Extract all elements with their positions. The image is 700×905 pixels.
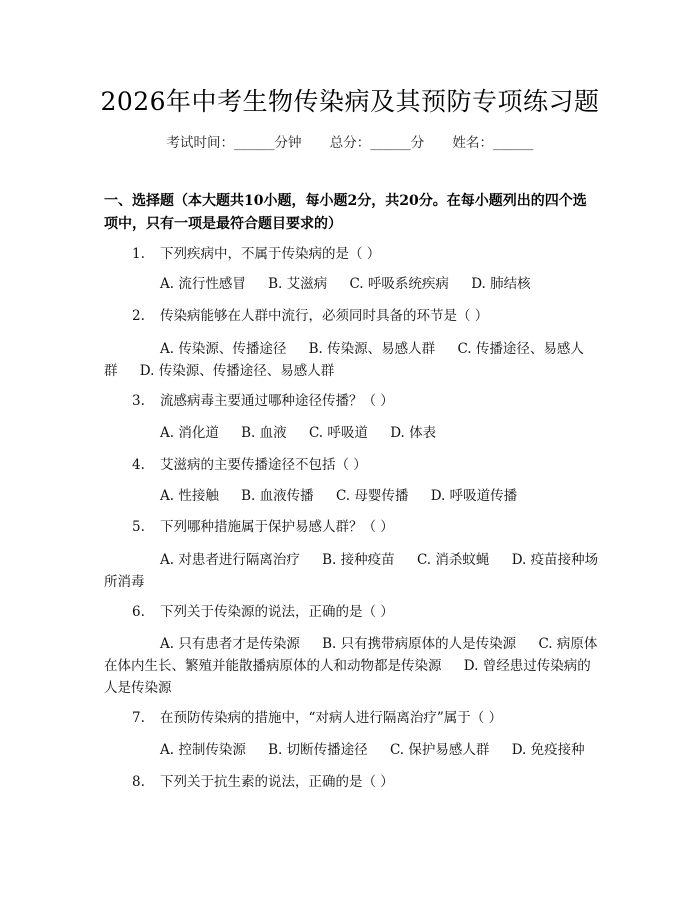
option-b: B. 只有携带病原体的人是传染源	[322, 636, 517, 652]
question-2-options	[104, 338, 600, 382]
question-6	[104, 601, 600, 623]
question-number: 1.	[132, 246, 145, 262]
question-text: 传染病能够在人群中流行，必须同时具备的环节是（ ）	[160, 308, 489, 324]
option-d: D. 免疫接种	[511, 742, 585, 758]
question-text: 下列哪种措施属于保护易感人群？（ ）	[160, 519, 394, 535]
question-4	[104, 454, 600, 476]
question-number: 2.	[132, 308, 145, 324]
option-d: D. 呼吸道传播	[430, 488, 518, 504]
question-5	[104, 516, 600, 538]
exam-time: 考试时间：______分钟	[166, 135, 302, 151]
option-b: B. 血液	[241, 425, 287, 441]
question-8	[104, 771, 600, 793]
question-number: 5.	[132, 519, 145, 535]
question-4-options	[104, 485, 600, 507]
question-number: 6.	[132, 604, 145, 620]
page-title: 2026年中考生物传染病及其预防专项练习题	[100, 87, 600, 116]
question-7-options	[104, 739, 600, 761]
question-text: 下列关于抗生素的说法，正确的是（ ）	[160, 774, 394, 790]
question-text: 流感病毒主要通过哪种途径传播？（ ）	[160, 393, 394, 409]
option-c: C. 消杀蚊蝇	[416, 552, 490, 568]
student-name: 姓名：______	[452, 135, 534, 151]
question-number: 8.	[132, 774, 145, 790]
option-a: A. 性接触	[160, 488, 219, 504]
option-d: D. 疫苗接种场所消毒	[104, 552, 599, 590]
question-5-options	[104, 549, 600, 593]
option-b: B. 接种疫苗	[322, 552, 395, 568]
option-a: A. 对患者进行隔离治疗	[160, 552, 300, 568]
question-1	[104, 243, 600, 265]
option-c: C. 保护易感人群	[389, 742, 490, 758]
option-c: C. 呼吸道	[308, 425, 368, 441]
question-text: 下列关于传染源的说法，正确的是（ ）	[160, 604, 394, 620]
exam-meta	[0, 131, 700, 151]
question-text: 艾滋病的主要传播途径不包括（ ）	[160, 457, 367, 473]
question-7	[104, 707, 600, 729]
option-a: A. 流行性感冒	[160, 276, 246, 292]
question-6-options	[104, 633, 600, 699]
option-d: D. 曾经患过传染病的人是传染源	[104, 658, 591, 696]
question-1-options	[104, 273, 600, 295]
option-c: C. 病原体在体内生长、繁殖并能散播病原体的人和动物都是传染源	[104, 636, 598, 674]
option-a: A. 只有患者才是传染源	[160, 636, 300, 652]
question-text: 在预防传染病的措施中，“对病人进行隔离治疗”属于（ ）	[160, 710, 503, 726]
option-a: A. 控制传染源	[160, 742, 246, 758]
option-d: D. 体表	[390, 425, 437, 441]
question-3-options	[104, 422, 600, 444]
question-number: 7.	[132, 710, 145, 726]
option-d: D. 肺结核	[471, 276, 531, 292]
question-text: 下列疾病中，不属于传染病的是（ ）	[160, 246, 381, 262]
question-number: 4.	[132, 457, 145, 473]
option-b: B. 血液传播	[241, 488, 314, 504]
question-number: 3.	[132, 393, 145, 409]
total-score: 总分：______分	[329, 135, 425, 151]
question-3	[104, 390, 600, 412]
option-a: A. 传染源、传播途径	[160, 341, 287, 357]
option-a: A. 消化道	[160, 425, 219, 441]
option-c: C. 呼吸系统疾病	[349, 276, 449, 292]
question-2	[104, 305, 600, 327]
option-c: C. 传播途径、易感人群	[104, 341, 584, 379]
option-b: B. 艾滋病	[268, 276, 328, 292]
option-b: B. 切断传播途径	[268, 742, 368, 758]
section-heading: 一、选择题（本大题共10小题，每小题2分，共20分。在每小题列出的四个选项中，只有一项是最符合题目要求的）	[104, 193, 587, 232]
option-c: C. 母婴传播	[335, 488, 409, 504]
option-b: B. 传染源、易感人群	[308, 341, 436, 357]
option-d: D. 传染源、传播途径、易感人群	[139, 363, 335, 379]
